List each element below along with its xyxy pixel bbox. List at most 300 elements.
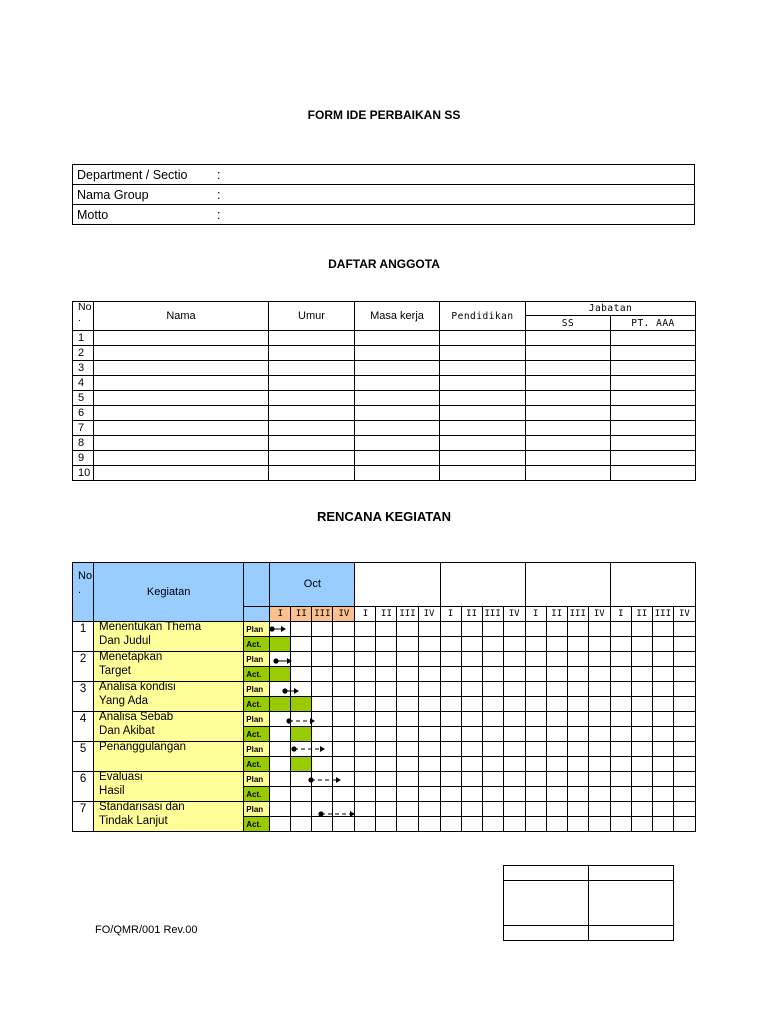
act-cell[interactable] (503, 637, 525, 652)
plan-cell[interactable] (440, 682, 461, 697)
plan-cell[interactable] (312, 712, 333, 727)
act-cell[interactable] (291, 637, 312, 652)
act-cell[interactable] (376, 637, 397, 652)
info-value[interactable]: : (213, 185, 695, 205)
plan-cell[interactable] (312, 652, 333, 667)
plan-cell[interactable] (588, 652, 610, 667)
act-cell[interactable] (503, 667, 525, 682)
act-cell[interactable] (567, 667, 588, 682)
anggota-cell[interactable] (526, 361, 611, 376)
act-cell[interactable] (588, 787, 610, 802)
act-cell[interactable] (503, 727, 525, 742)
anggota-cell[interactable] (269, 421, 355, 436)
plan-cell[interactable] (440, 712, 461, 727)
anggota-cell[interactable] (355, 361, 440, 376)
plan-cell[interactable] (546, 652, 567, 667)
plan-cell[interactable] (567, 712, 588, 727)
plan-cell[interactable] (333, 772, 355, 787)
act-cell[interactable] (652, 757, 673, 772)
plan-cell[interactable] (418, 682, 440, 697)
act-cell[interactable] (376, 787, 397, 802)
act-cell[interactable] (418, 697, 440, 712)
act-cell[interactable] (503, 697, 525, 712)
act-cell[interactable] (503, 817, 525, 832)
act-cell[interactable] (631, 787, 652, 802)
plan-cell[interactable] (397, 742, 418, 757)
anggota-cell[interactable] (440, 466, 526, 481)
act-cell[interactable] (482, 697, 503, 712)
plan-cell[interactable] (652, 622, 673, 637)
anggota-cell[interactable] (611, 421, 696, 436)
act-cell[interactable] (631, 697, 652, 712)
act-cell[interactable] (546, 637, 567, 652)
plan-cell[interactable] (610, 772, 631, 787)
plan-cell[interactable] (673, 742, 695, 757)
plan-cell[interactable] (270, 712, 291, 727)
anggota-cell[interactable] (611, 376, 696, 391)
plan-cell[interactable] (567, 622, 588, 637)
act-cell[interactable] (440, 757, 461, 772)
act-cell[interactable] (291, 667, 312, 682)
act-cell[interactable] (652, 697, 673, 712)
anggota-cell[interactable] (94, 361, 269, 376)
act-cell[interactable] (355, 787, 376, 802)
plan-cell[interactable] (312, 682, 333, 697)
plan-cell[interactable] (333, 622, 355, 637)
act-cell[interactable] (652, 637, 673, 652)
act-cell[interactable] (333, 667, 355, 682)
plan-cell[interactable] (376, 742, 397, 757)
act-cell[interactable] (333, 727, 355, 742)
plan-cell[interactable] (355, 772, 376, 787)
plan-cell[interactable] (291, 772, 312, 787)
act-cell[interactable] (376, 727, 397, 742)
act-cell[interactable] (567, 637, 588, 652)
plan-cell[interactable] (461, 682, 482, 697)
plan-cell[interactable] (440, 742, 461, 757)
act-cell[interactable] (333, 817, 355, 832)
plan-cell[interactable] (461, 802, 482, 817)
act-cell[interactable] (673, 697, 695, 712)
act-cell[interactable] (312, 817, 333, 832)
plan-cell[interactable] (440, 652, 461, 667)
act-cell[interactable] (270, 667, 291, 682)
plan-cell[interactable] (440, 772, 461, 787)
plan-cell[interactable] (461, 742, 482, 757)
act-cell[interactable] (270, 757, 291, 772)
plan-cell[interactable] (631, 712, 652, 727)
act-cell[interactable] (418, 787, 440, 802)
plan-cell[interactable] (440, 622, 461, 637)
act-cell[interactable] (418, 817, 440, 832)
plan-cell[interactable] (546, 682, 567, 697)
plan-cell[interactable] (270, 682, 291, 697)
plan-cell[interactable] (525, 712, 546, 727)
act-cell[interactable] (397, 817, 418, 832)
plan-cell[interactable] (631, 682, 652, 697)
act-cell[interactable] (503, 757, 525, 772)
anggota-cell[interactable] (269, 331, 355, 346)
anggota-cell[interactable] (440, 436, 526, 451)
act-cell[interactable] (567, 727, 588, 742)
anggota-cell[interactable] (611, 451, 696, 466)
anggota-cell[interactable] (269, 466, 355, 481)
plan-cell[interactable] (355, 802, 376, 817)
plan-cell[interactable] (333, 742, 355, 757)
plan-cell[interactable] (652, 802, 673, 817)
anggota-cell[interactable] (269, 406, 355, 421)
act-cell[interactable] (312, 637, 333, 652)
anggota-cell[interactable] (94, 376, 269, 391)
plan-cell[interactable] (291, 622, 312, 637)
anggota-cell[interactable] (94, 331, 269, 346)
anggota-cell[interactable] (355, 466, 440, 481)
plan-cell[interactable] (652, 772, 673, 787)
plan-cell[interactable] (546, 772, 567, 787)
anggota-cell[interactable] (440, 391, 526, 406)
plan-cell[interactable] (503, 772, 525, 787)
plan-cell[interactable] (376, 682, 397, 697)
plan-cell[interactable] (503, 652, 525, 667)
anggota-cell[interactable] (526, 436, 611, 451)
act-cell[interactable] (270, 787, 291, 802)
act-cell[interactable] (333, 697, 355, 712)
plan-cell[interactable] (610, 742, 631, 757)
plan-cell[interactable] (482, 772, 503, 787)
anggota-cell[interactable] (440, 451, 526, 466)
act-cell[interactable] (440, 667, 461, 682)
plan-cell[interactable] (418, 622, 440, 637)
act-cell[interactable] (312, 757, 333, 772)
plan-cell[interactable] (397, 622, 418, 637)
plan-cell[interactable] (376, 652, 397, 667)
plan-cell[interactable] (610, 712, 631, 727)
act-cell[interactable] (610, 697, 631, 712)
anggota-cell[interactable] (440, 376, 526, 391)
plan-cell[interactable] (482, 712, 503, 727)
anggota-cell[interactable] (526, 466, 611, 481)
act-cell[interactable] (376, 817, 397, 832)
act-cell[interactable] (673, 817, 695, 832)
plan-cell[interactable] (482, 652, 503, 667)
anggota-cell[interactable] (269, 376, 355, 391)
plan-cell[interactable] (567, 682, 588, 697)
act-cell[interactable] (291, 787, 312, 802)
plan-cell[interactable] (312, 772, 333, 787)
act-cell[interactable] (673, 787, 695, 802)
plan-cell[interactable] (610, 652, 631, 667)
act-cell[interactable] (482, 757, 503, 772)
anggota-cell[interactable] (526, 421, 611, 436)
plan-cell[interactable] (355, 622, 376, 637)
act-cell[interactable] (610, 727, 631, 742)
anggota-cell[interactable] (355, 391, 440, 406)
act-cell[interactable] (631, 817, 652, 832)
plan-cell[interactable] (503, 742, 525, 757)
act-cell[interactable] (588, 817, 610, 832)
act-cell[interactable] (567, 697, 588, 712)
act-cell[interactable] (333, 787, 355, 802)
plan-cell[interactable] (503, 682, 525, 697)
plan-cell[interactable] (397, 652, 418, 667)
plan-cell[interactable] (673, 772, 695, 787)
plan-cell[interactable] (291, 682, 312, 697)
plan-cell[interactable] (397, 682, 418, 697)
anggota-cell[interactable] (526, 376, 611, 391)
plan-cell[interactable] (525, 622, 546, 637)
act-cell[interactable] (270, 817, 291, 832)
act-cell[interactable] (588, 637, 610, 652)
act-cell[interactable] (482, 787, 503, 802)
act-cell[interactable] (588, 697, 610, 712)
act-cell[interactable] (652, 727, 673, 742)
anggota-cell[interactable] (269, 391, 355, 406)
act-cell[interactable] (397, 637, 418, 652)
act-cell[interactable] (546, 697, 567, 712)
act-cell[interactable] (652, 817, 673, 832)
anggota-cell[interactable] (94, 421, 269, 436)
act-cell[interactable] (567, 757, 588, 772)
act-cell[interactable] (546, 727, 567, 742)
anggota-cell[interactable] (269, 436, 355, 451)
plan-cell[interactable] (461, 712, 482, 727)
act-cell[interactable] (610, 667, 631, 682)
act-cell[interactable] (440, 817, 461, 832)
act-cell[interactable] (418, 757, 440, 772)
act-cell[interactable] (461, 667, 482, 682)
plan-cell[interactable] (631, 772, 652, 787)
info-value[interactable]: : (213, 205, 695, 225)
plan-cell[interactable] (270, 802, 291, 817)
plan-cell[interactable] (333, 682, 355, 697)
act-cell[interactable] (291, 697, 312, 712)
plan-cell[interactable] (418, 772, 440, 787)
act-cell[interactable] (355, 697, 376, 712)
act-cell[interactable] (376, 757, 397, 772)
act-cell[interactable] (567, 787, 588, 802)
act-cell[interactable] (673, 727, 695, 742)
anggota-cell[interactable] (269, 451, 355, 466)
plan-cell[interactable] (482, 622, 503, 637)
anggota-cell[interactable] (611, 466, 696, 481)
act-cell[interactable] (270, 727, 291, 742)
plan-cell[interactable] (291, 712, 312, 727)
act-cell[interactable] (418, 637, 440, 652)
act-cell[interactable] (631, 757, 652, 772)
anggota-cell[interactable] (355, 331, 440, 346)
plan-cell[interactable] (376, 622, 397, 637)
anggota-cell[interactable] (611, 361, 696, 376)
anggota-cell[interactable] (611, 436, 696, 451)
plan-cell[interactable] (503, 622, 525, 637)
act-cell[interactable] (546, 787, 567, 802)
plan-cell[interactable] (397, 772, 418, 787)
anggota-cell[interactable] (611, 331, 696, 346)
signature-cell[interactable] (589, 881, 674, 926)
act-cell[interactable] (546, 817, 567, 832)
act-cell[interactable] (673, 667, 695, 682)
plan-cell[interactable] (546, 802, 567, 817)
plan-cell[interactable] (333, 652, 355, 667)
plan-cell[interactable] (461, 772, 482, 787)
anggota-cell[interactable] (94, 436, 269, 451)
anggota-cell[interactable] (269, 361, 355, 376)
anggota-cell[interactable] (526, 451, 611, 466)
anggota-cell[interactable] (440, 421, 526, 436)
plan-cell[interactable] (482, 742, 503, 757)
plan-cell[interactable] (588, 802, 610, 817)
act-cell[interactable] (418, 667, 440, 682)
act-cell[interactable] (631, 637, 652, 652)
act-cell[interactable] (333, 757, 355, 772)
anggota-cell[interactable] (355, 406, 440, 421)
plan-cell[interactable] (270, 742, 291, 757)
plan-cell[interactable] (588, 742, 610, 757)
act-cell[interactable] (673, 637, 695, 652)
anggota-cell[interactable] (94, 406, 269, 421)
plan-cell[interactable] (567, 802, 588, 817)
act-cell[interactable] (461, 637, 482, 652)
plan-cell[interactable] (673, 802, 695, 817)
act-cell[interactable] (355, 637, 376, 652)
plan-cell[interactable] (652, 652, 673, 667)
plan-cell[interactable] (418, 802, 440, 817)
anggota-cell[interactable] (611, 391, 696, 406)
signature-cell[interactable] (504, 881, 589, 926)
act-cell[interactable] (440, 697, 461, 712)
act-cell[interactable] (482, 637, 503, 652)
plan-cell[interactable] (333, 712, 355, 727)
plan-cell[interactable] (482, 682, 503, 697)
act-cell[interactable] (631, 667, 652, 682)
act-cell[interactable] (270, 637, 291, 652)
act-cell[interactable] (588, 757, 610, 772)
anggota-cell[interactable] (94, 451, 269, 466)
act-cell[interactable] (461, 757, 482, 772)
anggota-cell[interactable] (526, 331, 611, 346)
plan-cell[interactable] (610, 682, 631, 697)
act-cell[interactable] (355, 817, 376, 832)
plan-cell[interactable] (503, 802, 525, 817)
plan-cell[interactable] (610, 802, 631, 817)
anggota-cell[interactable] (440, 331, 526, 346)
act-cell[interactable] (355, 757, 376, 772)
info-value[interactable]: : (213, 165, 695, 185)
act-cell[interactable] (440, 727, 461, 742)
plan-cell[interactable] (482, 802, 503, 817)
plan-cell[interactable] (652, 712, 673, 727)
act-cell[interactable] (440, 637, 461, 652)
plan-cell[interactable] (503, 712, 525, 727)
act-cell[interactable] (418, 727, 440, 742)
act-cell[interactable] (461, 697, 482, 712)
plan-cell[interactable] (312, 622, 333, 637)
plan-cell[interactable] (397, 802, 418, 817)
anggota-cell[interactable] (94, 391, 269, 406)
act-cell[interactable] (461, 787, 482, 802)
act-cell[interactable] (525, 727, 546, 742)
plan-cell[interactable] (418, 652, 440, 667)
plan-cell[interactable] (652, 682, 673, 697)
plan-cell[interactable] (588, 772, 610, 787)
anggota-cell[interactable] (526, 391, 611, 406)
act-cell[interactable] (397, 787, 418, 802)
anggota-cell[interactable] (355, 376, 440, 391)
plan-cell[interactable] (546, 742, 567, 757)
plan-cell[interactable] (418, 742, 440, 757)
act-cell[interactable] (397, 697, 418, 712)
plan-cell[interactable] (631, 802, 652, 817)
anggota-cell[interactable] (355, 421, 440, 436)
act-cell[interactable] (588, 727, 610, 742)
plan-cell[interactable] (333, 802, 355, 817)
act-cell[interactable] (482, 817, 503, 832)
plan-cell[interactable] (631, 742, 652, 757)
act-cell[interactable] (291, 757, 312, 772)
anggota-cell[interactable] (526, 406, 611, 421)
act-cell[interactable] (525, 697, 546, 712)
act-cell[interactable] (291, 727, 312, 742)
plan-cell[interactable] (461, 652, 482, 667)
plan-cell[interactable] (291, 742, 312, 757)
plan-cell[interactable] (270, 622, 291, 637)
plan-cell[interactable] (673, 652, 695, 667)
plan-cell[interactable] (440, 802, 461, 817)
plan-cell[interactable] (652, 742, 673, 757)
plan-cell[interactable] (567, 652, 588, 667)
plan-cell[interactable] (525, 772, 546, 787)
anggota-cell[interactable] (355, 451, 440, 466)
plan-cell[interactable] (355, 652, 376, 667)
act-cell[interactable] (312, 727, 333, 742)
act-cell[interactable] (482, 727, 503, 742)
plan-cell[interactable] (546, 712, 567, 727)
plan-cell[interactable] (376, 772, 397, 787)
plan-cell[interactable] (588, 682, 610, 697)
plan-cell[interactable] (567, 742, 588, 757)
anggota-cell[interactable] (526, 346, 611, 361)
act-cell[interactable] (567, 817, 588, 832)
anggota-cell[interactable] (440, 346, 526, 361)
plan-cell[interactable] (397, 712, 418, 727)
act-cell[interactable] (525, 817, 546, 832)
act-cell[interactable] (312, 697, 333, 712)
plan-cell[interactable] (525, 802, 546, 817)
plan-cell[interactable] (631, 652, 652, 667)
plan-cell[interactable] (312, 742, 333, 757)
anggota-cell[interactable] (611, 406, 696, 421)
plan-cell[interactable] (355, 742, 376, 757)
plan-cell[interactable] (673, 682, 695, 697)
act-cell[interactable] (525, 757, 546, 772)
plan-cell[interactable] (376, 802, 397, 817)
plan-cell[interactable] (312, 802, 333, 817)
plan-cell[interactable] (546, 622, 567, 637)
act-cell[interactable] (503, 787, 525, 802)
act-cell[interactable] (673, 757, 695, 772)
plan-cell[interactable] (355, 712, 376, 727)
act-cell[interactable] (376, 667, 397, 682)
anggota-cell[interactable] (94, 346, 269, 361)
plan-cell[interactable] (631, 622, 652, 637)
plan-cell[interactable] (525, 682, 546, 697)
act-cell[interactable] (397, 727, 418, 742)
act-cell[interactable] (546, 757, 567, 772)
act-cell[interactable] (355, 727, 376, 742)
plan-cell[interactable] (376, 712, 397, 727)
plan-cell[interactable] (610, 622, 631, 637)
plan-cell[interactable] (355, 682, 376, 697)
